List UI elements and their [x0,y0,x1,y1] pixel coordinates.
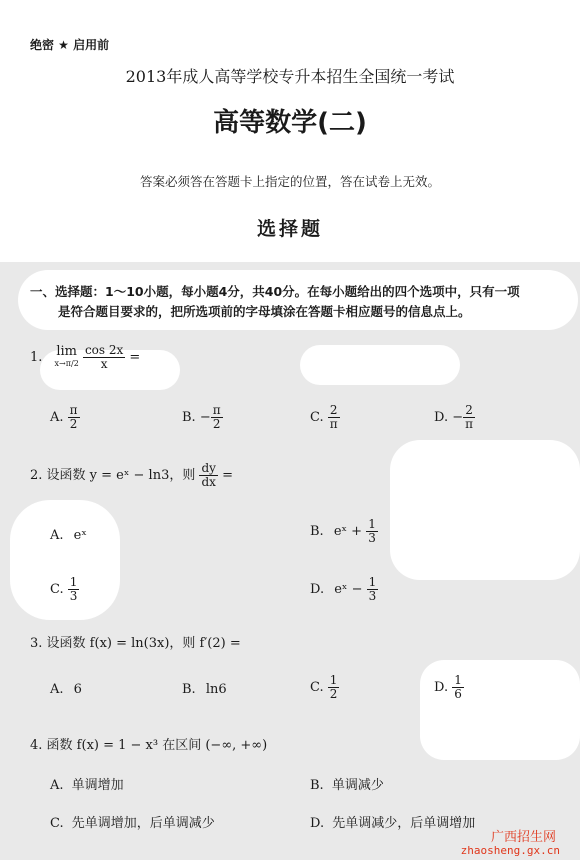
q4-option-a: A. 单调增加 [50,778,124,793]
question-3: 3. 设函数 f(x) = ln(3x)，则 f′(2) = [30,636,241,651]
question-4: 4. 函数 f(x) = 1 − x³ 在区间 (−∞, +∞) [30,738,268,753]
q4-option-c: C. 先单调增加，后单调减少 [50,816,215,831]
q3-option-d: D. $\frac{1}{6}$ [434,673,462,701]
question-number: 2. [30,468,43,483]
q4-option-d: D. 先单调减少，后单调增加 [310,816,476,831]
q2-option-a: A. eˣ [50,528,87,543]
q1-option-a: A. $\frac{\pi}{2}$ [50,403,78,431]
scan-blotch [300,345,460,385]
scan-blotch [390,440,580,580]
q4-option-b: B. 单调减少 [310,778,384,793]
limit-operator: lim x→π/2 [54,343,79,368]
question-1: 1. lim x→π/2 $\frac{\cos 2x}{x}$ = [30,343,141,371]
instructions-line-2: 是符合题目要求的，把所选项前的字母填涂在答题卡相应题号的信息点上。 [58,304,471,319]
question-number: 4. [30,738,43,753]
q1-option-c: C. $\frac{2}{\pi}$ [310,403,338,431]
exam-title: 2013年成人高等学校专升本招生全国统一考试 [125,67,455,86]
q2-option-b: B. eˣ + $\frac{1}{3}$ [310,517,376,545]
q3-option-a: A. 6 [50,682,82,697]
q2-option-d: D. eˣ − $\frac{1}{3}$ [310,575,377,603]
question-2: 2. 设函数 y = eˣ − ln3，则 $\frac{dy}{dx}$ = [30,461,233,489]
q1-option-b: B. − $\frac{\pi}{2}$ [182,403,221,431]
q3-option-b: B. ln6 [182,682,227,697]
site-watermark: 广西招生网 [490,830,556,845]
q3-option-c: C. $\frac{1}{2}$ [310,673,338,701]
site-watermark-url: zhaosheng.gx.cn [460,844,560,857]
confidential-label: 绝密 ★ 启用前 [30,38,110,52]
subject-title: 高等数学(二) [213,108,367,138]
question-number: 3. [30,636,43,651]
scan-blotch [18,270,578,330]
limit-fraction: $\frac{\cos 2x}{x}$ [84,343,124,371]
question-number: 1. [30,350,43,365]
instructions-line-1: 一、选择题：1～10小题，每小题4分，共40分。在每小题给出的四个选项中，只有一项 [30,284,520,299]
section-title: 选择题 [256,218,323,240]
q1-option-d: D. − $\frac{2}{\pi}$ [434,403,474,431]
answer-notice: 答案必须答在答题卡上指定的位置，答在试卷上无效。 [139,174,440,189]
q2-option-c: C. $\frac{1}{3}$ [50,575,78,603]
